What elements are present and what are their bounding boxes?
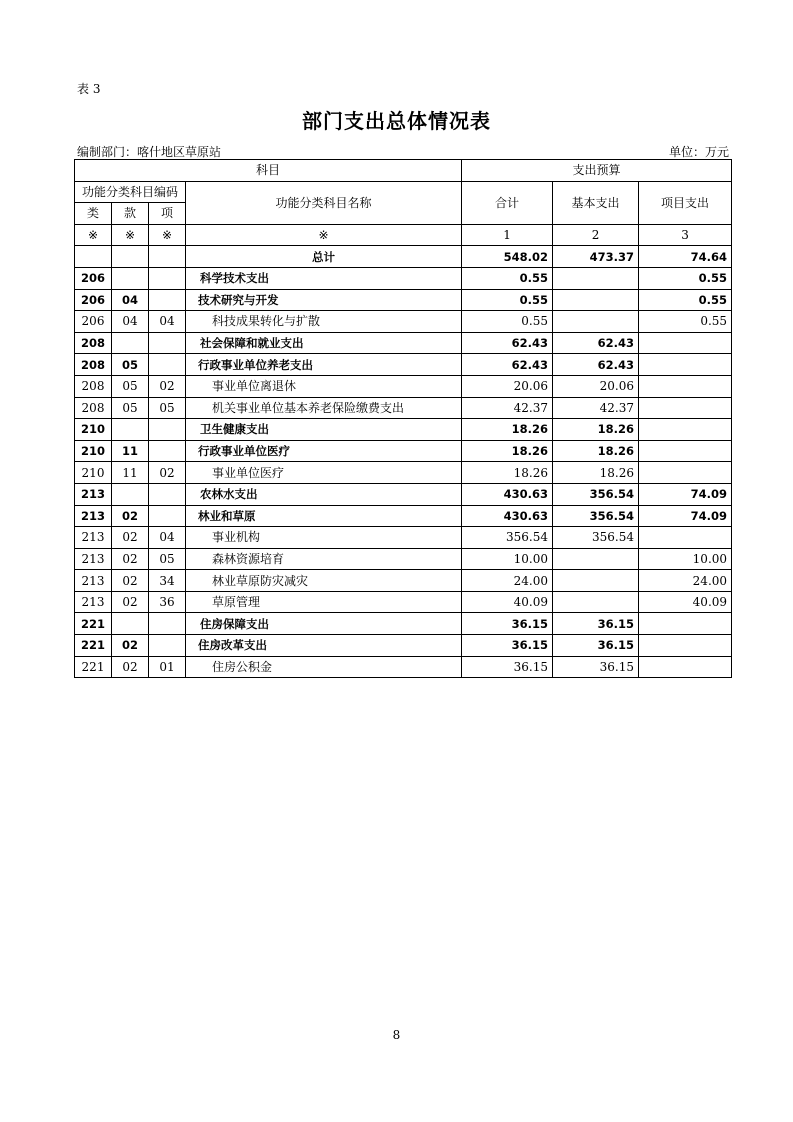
table-row	[75, 419, 732, 441]
lei-cell: 221	[75, 635, 112, 657]
total-cell: 36.15	[462, 635, 553, 657]
header-row-2	[75, 181, 732, 203]
kuan-cell: 05	[112, 375, 149, 397]
project-cell	[639, 397, 732, 419]
subject-name-cell: 社会保障和就业支出	[186, 332, 462, 354]
project-cell: 0.55	[639, 267, 732, 289]
project-cell: 0.55	[639, 311, 732, 333]
total-cell: 62.43	[462, 354, 553, 376]
table-row	[75, 483, 732, 505]
kuan-cell: 02	[112, 527, 149, 549]
kuan-cell	[112, 267, 149, 289]
xiang-cell: 05	[149, 397, 186, 419]
basic-cell: 18.26	[553, 462, 639, 484]
total-row	[75, 246, 732, 268]
xiang-cell: 04	[149, 311, 186, 333]
basic-header: 基本支出	[553, 181, 639, 224]
total-cell: 42.37	[462, 397, 553, 419]
header-row-1	[75, 160, 732, 182]
lei-cell: 210	[75, 440, 112, 462]
xiang-cell	[149, 289, 186, 311]
subject-name-cell: 科技成果转化与扩散	[186, 311, 462, 333]
table-row	[75, 635, 732, 657]
empty-cell	[75, 246, 112, 268]
total-cell: 0.55	[462, 289, 553, 311]
table-row	[75, 311, 732, 333]
kuan-cell: 11	[112, 462, 149, 484]
project-cell	[639, 440, 732, 462]
project-cell	[639, 354, 732, 376]
lei-cell: 213	[75, 548, 112, 570]
subject-name-cell: 事业机构	[186, 527, 462, 549]
column-number: 2	[553, 224, 639, 246]
basic-cell	[553, 591, 639, 613]
lei-cell: 206	[75, 267, 112, 289]
lei-cell: 208	[75, 332, 112, 354]
kuan-cell: 02	[112, 656, 149, 678]
table-row	[75, 548, 732, 570]
basic-cell: 20.06	[553, 375, 639, 397]
empty-cell	[112, 246, 149, 268]
total-basic: 473.37	[553, 246, 639, 268]
subject-header: 科目	[75, 160, 462, 182]
xiang-cell	[149, 354, 186, 376]
xiang-cell: 01	[149, 656, 186, 678]
xiang-cell: 02	[149, 375, 186, 397]
total-cell: 36.15	[462, 656, 553, 678]
xiang-cell: 04	[149, 527, 186, 549]
lei-cell: 210	[75, 419, 112, 441]
project-cell: 10.00	[639, 548, 732, 570]
table-row	[75, 462, 732, 484]
table-row	[75, 267, 732, 289]
lei-cell: 213	[75, 527, 112, 549]
lei-cell: 213	[75, 591, 112, 613]
name-header: 功能分类科目名称	[186, 181, 462, 224]
basic-cell	[553, 289, 639, 311]
unit-label: 单位：万元	[668, 145, 729, 159]
subject-name-cell: 行政事业单位医疗	[186, 440, 462, 462]
lei-header: 类	[75, 203, 112, 225]
subject-name-cell: 事业单位离退休	[186, 375, 462, 397]
subject-name-cell: 事业单位医疗	[186, 462, 462, 484]
project-cell	[639, 613, 732, 635]
subject-name-cell: 技术研究与开发	[186, 289, 462, 311]
table-number-label: 表 3	[77, 82, 101, 96]
basic-cell: 36.15	[553, 635, 639, 657]
header-row-4	[75, 224, 732, 246]
column-number: 3	[639, 224, 732, 246]
total-cell: 40.09	[462, 591, 553, 613]
total-cell: 10.00	[462, 548, 553, 570]
basic-cell: 356.54	[553, 527, 639, 549]
project-cell	[639, 419, 732, 441]
kuan-header: 款	[112, 203, 149, 225]
xiang-cell	[149, 419, 186, 441]
total-cell: 430.63	[462, 505, 553, 527]
total-project: 74.64	[639, 246, 732, 268]
mark-cell: ※	[112, 224, 149, 246]
kuan-cell	[112, 613, 149, 635]
project-cell	[639, 462, 732, 484]
subject-name-cell: 住房改革支出	[186, 635, 462, 657]
table-row	[75, 397, 732, 419]
basic-cell: 356.54	[553, 483, 639, 505]
total-cell: 24.00	[462, 570, 553, 592]
basic-cell: 62.43	[553, 354, 639, 376]
table-row	[75, 613, 732, 635]
subject-name-cell: 机关事业单位基本养老保险缴费支出	[186, 397, 462, 419]
project-cell: 24.00	[639, 570, 732, 592]
basic-cell	[553, 267, 639, 289]
subject-name-cell: 卫生健康支出	[186, 419, 462, 441]
mark-cell: ※	[75, 224, 112, 246]
basic-cell	[553, 570, 639, 592]
department-label: 编制部门：喀什地区草原站	[77, 145, 222, 159]
lei-cell: 213	[75, 505, 112, 527]
kuan-cell: 04	[112, 289, 149, 311]
subject-name-cell: 农林水支出	[186, 483, 462, 505]
table-row	[75, 375, 732, 397]
basic-cell	[553, 548, 639, 570]
basic-cell: 18.26	[553, 419, 639, 441]
lei-cell: 208	[75, 354, 112, 376]
code-group-header: 功能分类科目编码	[75, 181, 186, 203]
xiang-cell	[149, 505, 186, 527]
table-row	[75, 527, 732, 549]
page-title: 部门支出总体情况表	[302, 109, 491, 133]
table-row	[75, 289, 732, 311]
lei-cell: 208	[75, 375, 112, 397]
project-cell: 40.09	[639, 591, 732, 613]
total-cell: 18.26	[462, 440, 553, 462]
project-cell	[639, 375, 732, 397]
kuan-cell: 11	[112, 440, 149, 462]
table-row	[75, 656, 732, 678]
project-cell: 0.55	[639, 289, 732, 311]
subject-name-cell: 住房公积金	[186, 656, 462, 678]
xiang-header: 项	[149, 203, 186, 225]
basic-cell: 356.54	[553, 505, 639, 527]
table-row	[75, 354, 732, 376]
xiang-cell	[149, 613, 186, 635]
basic-cell: 18.26	[553, 440, 639, 462]
basic-cell: 62.43	[553, 332, 639, 354]
kuan-cell: 02	[112, 505, 149, 527]
xiang-cell	[149, 483, 186, 505]
subject-name-cell: 行政事业单位养老支出	[186, 354, 462, 376]
lei-cell: 213	[75, 570, 112, 592]
total-cell: 62.43	[462, 332, 553, 354]
column-number: 1	[462, 224, 553, 246]
xiang-cell	[149, 332, 186, 354]
subject-name-cell: 森林资源培育	[186, 548, 462, 570]
basic-cell: 36.15	[553, 613, 639, 635]
kuan-cell: 04	[112, 311, 149, 333]
xiang-cell	[149, 635, 186, 657]
basic-cell	[553, 311, 639, 333]
total-cell: 430.63	[462, 483, 553, 505]
total-cell: 356.54	[462, 527, 553, 549]
kuan-cell: 02	[112, 570, 149, 592]
total-label: 总计	[186, 246, 462, 268]
project-cell	[639, 527, 732, 549]
lei-cell: 206	[75, 311, 112, 333]
subject-name-cell: 林业和草原	[186, 505, 462, 527]
empty-cell	[149, 246, 186, 268]
total-cell: 0.55	[462, 311, 553, 333]
table-row	[75, 440, 732, 462]
kuan-cell	[112, 483, 149, 505]
table-row	[75, 332, 732, 354]
mark-cell: ※	[149, 224, 186, 246]
table-row	[75, 591, 732, 613]
table-row	[75, 570, 732, 592]
mark-cell: ※	[186, 224, 462, 246]
project-cell: 74.09	[639, 505, 732, 527]
total-cell: 20.06	[462, 375, 553, 397]
project-cell: 74.09	[639, 483, 732, 505]
budget-header: 支出预算	[462, 160, 732, 182]
total-cell: 0.55	[462, 267, 553, 289]
kuan-cell	[112, 419, 149, 441]
table-row	[75, 505, 732, 527]
project-cell	[639, 635, 732, 657]
xiang-cell: 36	[149, 591, 186, 613]
subject-name-cell: 林业草原防灾减灾	[186, 570, 462, 592]
lei-cell: 221	[75, 613, 112, 635]
kuan-cell: 02	[112, 548, 149, 570]
subject-name-cell: 科学技术支出	[186, 267, 462, 289]
kuan-cell: 05	[112, 354, 149, 376]
lei-cell: 213	[75, 483, 112, 505]
subject-name-cell: 住房保障支出	[186, 613, 462, 635]
basic-cell: 36.15	[553, 656, 639, 678]
kuan-cell	[112, 332, 149, 354]
project-cell	[639, 656, 732, 678]
total-cell: 36.15	[462, 613, 553, 635]
kuan-cell: 02	[112, 635, 149, 657]
xiang-cell: 34	[149, 570, 186, 592]
page-number: 8	[392, 1028, 401, 1042]
xiang-cell: 05	[149, 548, 186, 570]
basic-cell: 42.37	[553, 397, 639, 419]
total-header: 合计	[462, 181, 553, 224]
lei-cell: 210	[75, 462, 112, 484]
lei-cell: 208	[75, 397, 112, 419]
total-amount: 548.02	[462, 246, 553, 268]
kuan-cell: 05	[112, 397, 149, 419]
lei-cell: 206	[75, 289, 112, 311]
xiang-cell: 02	[149, 462, 186, 484]
expenditure-table	[74, 159, 732, 678]
xiang-cell	[149, 440, 186, 462]
lei-cell: 221	[75, 656, 112, 678]
total-cell: 18.26	[462, 462, 553, 484]
project-cell	[639, 332, 732, 354]
subject-name-cell: 草原管理	[186, 591, 462, 613]
xiang-cell	[149, 267, 186, 289]
kuan-cell: 02	[112, 591, 149, 613]
total-cell: 18.26	[462, 419, 553, 441]
project-header: 项目支出	[639, 181, 732, 224]
